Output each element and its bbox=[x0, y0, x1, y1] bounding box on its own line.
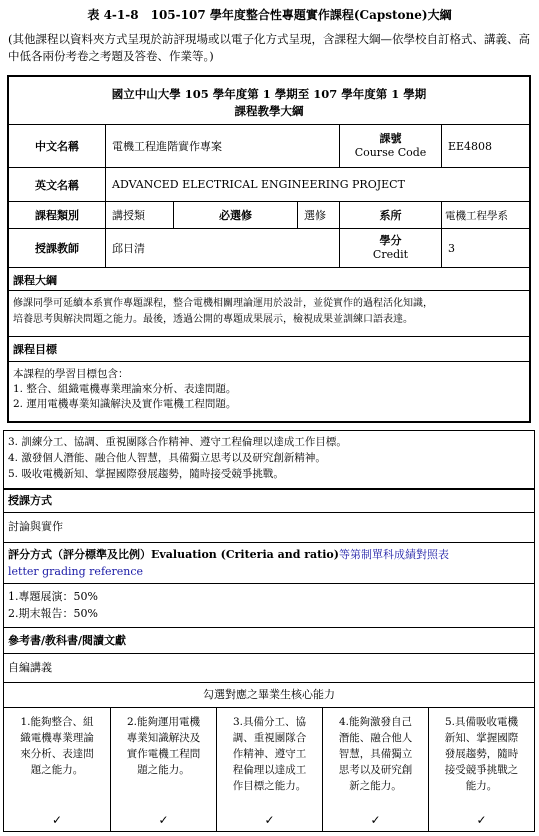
core-ability-3-line: 程倫理以達成工 bbox=[232, 764, 307, 776]
instruction-note: (其他課程以資料夾方式呈現於訪評現場或以電子化方式呈現，含課程大綱—依學校自訂格式、講義、高中低各兩份考卷之考題及答卷、作業等。) bbox=[8, 32, 530, 63]
credit-label bbox=[339, 229, 441, 267]
core-ability-5-line: 5.具備吸收電機 bbox=[444, 716, 519, 728]
continuation-box bbox=[3, 430, 535, 832]
core-ability-3-line: 作目標之能力。 bbox=[232, 780, 307, 792]
core-ability-2-line: 題之能力。 bbox=[137, 764, 190, 776]
core-ability-3-line: 作精神、遵守工 bbox=[232, 748, 307, 760]
core-ability-4-line: 新之能力。 bbox=[349, 780, 402, 792]
course-code-label bbox=[339, 125, 441, 167]
goal-item-1: 1. 整合、組織電機專業理論來分析、表達問題。 bbox=[13, 383, 237, 395]
core-ability-4-line: 智慧，具備獨立 bbox=[338, 748, 413, 760]
teaching-method-label: 授課方式 bbox=[8, 494, 52, 507]
credit-value: 3 bbox=[441, 229, 529, 267]
department-label: 系所 bbox=[339, 202, 441, 228]
core-ability-3 bbox=[216, 708, 322, 831]
core-ability-3-line: 調、重視團隊合 bbox=[232, 732, 307, 744]
core-ability-2-line: 2.能夠運用電機 bbox=[126, 716, 201, 728]
goals-label: 課程目標 bbox=[13, 343, 57, 356]
english-name-value: ADVANCED ELECTRICAL ENGINEERING PROJECT bbox=[105, 168, 529, 201]
course-type-value: 講授類 bbox=[105, 202, 173, 228]
core-ability-1-check[interactable]: ✓ bbox=[51, 813, 63, 827]
course-type-label: 課程類別 bbox=[35, 209, 79, 222]
grading-item-1: 1.專題展演：50% bbox=[8, 590, 98, 603]
required-value: 選修 bbox=[297, 202, 339, 228]
syllabus-header-line1: 國立中山大學 105 學年度第 1 學期至 107 學年度第 1 學期 bbox=[111, 87, 427, 101]
core-ability-2-line: 專業知識解決及 bbox=[126, 732, 201, 744]
core-ability-1 bbox=[4, 708, 110, 831]
syllabus-header-line2: 課程教學大綱 bbox=[234, 104, 304, 118]
core-ability-1-line: 來分析、表達問 bbox=[20, 748, 94, 760]
core-ability-title: 勾選對應之畢業生核心能力 bbox=[203, 688, 335, 701]
core-ability-2 bbox=[110, 708, 216, 831]
core-ability-4 bbox=[322, 708, 428, 831]
credit-label-zh: 學分 bbox=[379, 234, 402, 247]
core-ability-5-line: 新知、掌握國際 bbox=[444, 732, 519, 744]
table-title: 表 4-1-8 105-107 學年度整合性專題實作課程(Capstone)大綱 bbox=[87, 8, 452, 22]
course-code-label-zh: 課號 bbox=[379, 132, 402, 145]
core-ability-5-line: 接受競爭挑戰之 bbox=[444, 764, 519, 776]
goal-item-5: 5. 吸收電機新知、掌握國際發展趨勢，隨時接受競爭挑戰。 bbox=[8, 468, 284, 480]
core-ability-4-line: 思考以及研究創 bbox=[338, 764, 413, 776]
core-ability-1-line: 題之能力。 bbox=[30, 764, 84, 776]
references-label: 參考書/教科書/閱讀文獻 bbox=[8, 634, 127, 647]
teaching-method-value: 討論與實作 bbox=[8, 520, 63, 533]
outline-text-line1: 修課同學可延續本系實作專題課程，整合電機相關理論運用於設計，並從實作的過程活化知識， bbox=[13, 298, 433, 309]
outline-text-line2: 培養思考與解決問題之能力。最後，透過公開的專題成果展示，檢視成果並訓練口語表達。 bbox=[13, 314, 413, 325]
core-ability-2-check[interactable]: ✓ bbox=[158, 813, 169, 827]
core-ability-1-line: 1.能夠整合、組 bbox=[20, 716, 94, 728]
core-ability-5-line: 能力。 bbox=[465, 780, 498, 792]
core-ability-3-line: 3.具備分工、協 bbox=[232, 716, 307, 728]
goals-intro: 本課程的學習目標包含： bbox=[13, 368, 129, 380]
core-ability-5-check[interactable]: ✓ bbox=[476, 813, 487, 827]
core-ability-1-line: 織電機專業理論 bbox=[20, 732, 94, 744]
instructor-label: 授課教師 bbox=[35, 242, 79, 255]
grading-header bbox=[8, 548, 449, 562]
instructor-value: 邱日清 bbox=[105, 229, 339, 267]
core-ability-2-line: 實作電機工程問 bbox=[126, 748, 201, 760]
english-name-label: 英文名稱 bbox=[35, 178, 79, 192]
grading-reference-link-en[interactable]: letter grading reference bbox=[8, 565, 144, 578]
core-ability-3-check[interactable]: ✓ bbox=[264, 813, 275, 827]
core-ability-4-check[interactable]: ✓ bbox=[370, 813, 381, 827]
course-code-value: EE4808 bbox=[441, 125, 529, 167]
grading-item-2: 2.期末報告：50% bbox=[8, 607, 98, 620]
credit-label-en: Credit bbox=[372, 248, 409, 261]
chinese-name-label: 中文名稱 bbox=[35, 140, 79, 153]
syllabus-box bbox=[7, 75, 531, 423]
goal-item-3: 3. 訓練分工、協調、重視團隊合作精神、遵守工程倫理以達成工作目標。 bbox=[8, 436, 347, 448]
course-code-label-en: Course Code bbox=[354, 146, 427, 159]
core-ability-5-line: 發展趨勢，隨時 bbox=[444, 748, 519, 760]
references-value: 自編講義 bbox=[8, 661, 52, 674]
required-label: 必選修 bbox=[173, 202, 297, 228]
department-value: 電機工程學系 bbox=[441, 202, 529, 228]
chinese-name-value: 電機工程進階實作專案 bbox=[105, 125, 339, 167]
grading-label: 評分方式（評分標準及比例）Evaluation (Criteria and ratio) bbox=[8, 548, 339, 561]
outline-label: 課程大綱 bbox=[13, 274, 57, 287]
grading-reference-link[interactable]: 等第制單科成績對照表 bbox=[338, 548, 449, 561]
goal-item-4: 4. 激發個人潛能、融合他人智慧，具備獨立思考以及研究創新精神。 bbox=[8, 452, 326, 464]
core-ability-4-line: 潛能、融合他人 bbox=[338, 732, 413, 744]
goal-item-2: 2. 運用電機專業知識解決及實作電機工程問題。 bbox=[13, 398, 237, 410]
core-ability-4-line: 4.能夠激發自己 bbox=[338, 716, 413, 728]
core-ability-5 bbox=[428, 708, 534, 831]
